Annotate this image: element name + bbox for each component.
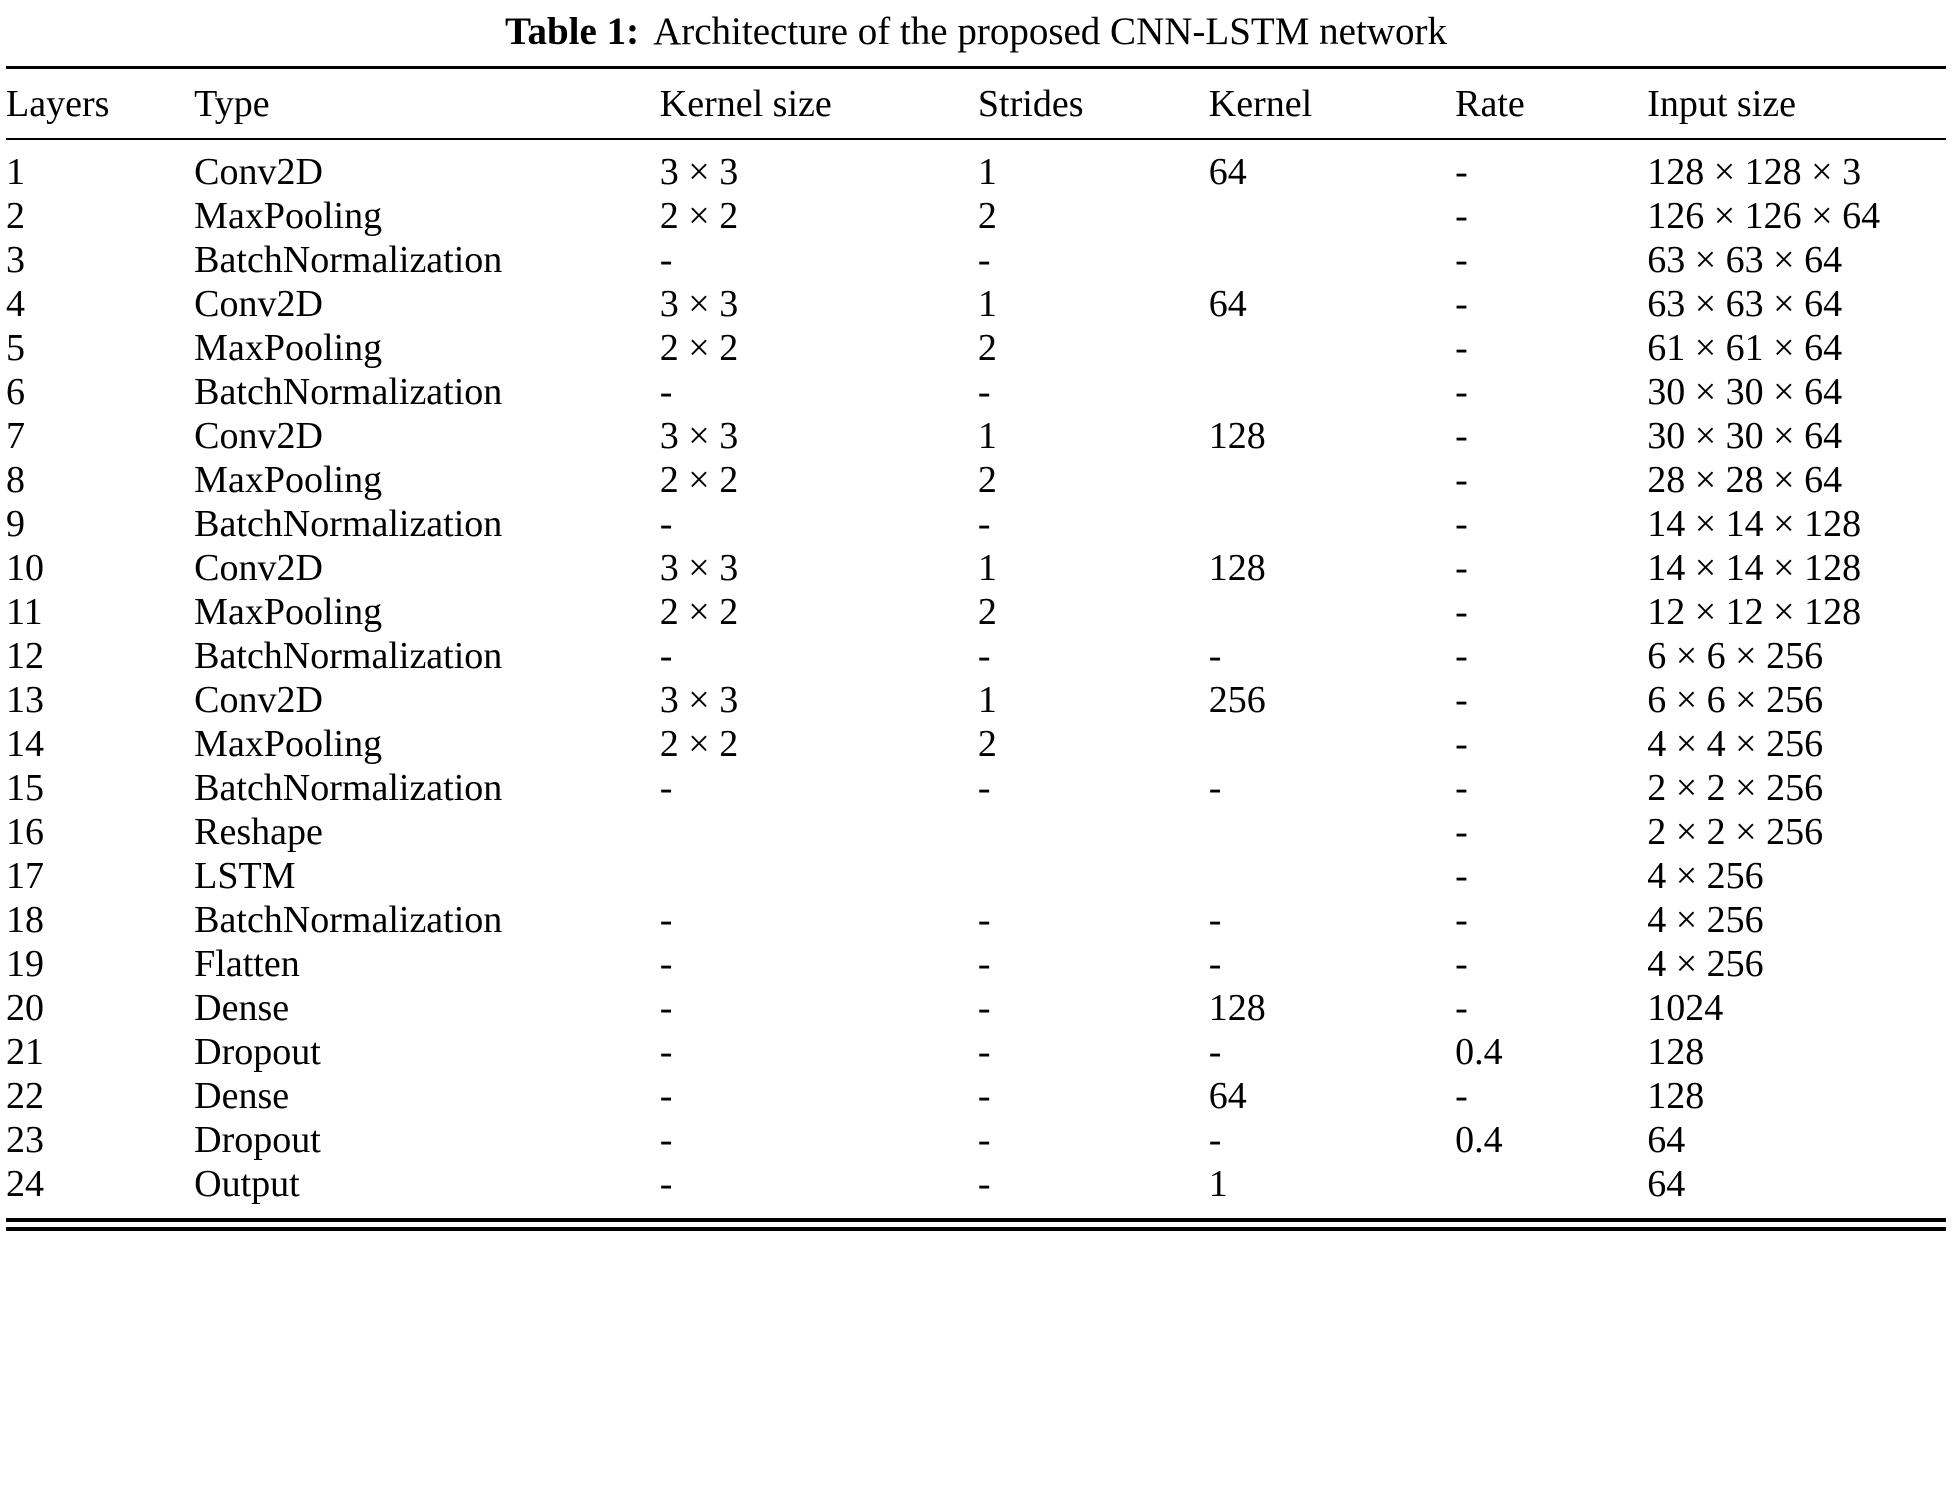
- table-cell: 23: [6, 1119, 44, 1161]
- table-cell: -: [1455, 855, 1468, 897]
- table-cell: -: [1455, 283, 1468, 325]
- column-header-rate: Rate: [1455, 83, 1525, 125]
- table-cell: 1: [977, 415, 997, 457]
- table-row: [6, 282, 1946, 326]
- table-cell: [1209, 326, 1455, 370]
- table-cell: 14 × 14 × 128: [1647, 503, 1862, 545]
- table-cell: Dropout: [194, 1119, 321, 1161]
- table-cell: 8: [6, 459, 25, 501]
- table-row: [6, 1118, 1946, 1162]
- table-cell: BatchNormalization: [194, 503, 503, 545]
- table-row: [6, 370, 1946, 414]
- table-header-row: [6, 68, 1946, 140]
- table-cell: 24: [6, 1163, 44, 1205]
- table-cell: -: [1455, 239, 1468, 281]
- table-cell: 128: [1208, 415, 1266, 457]
- table-row: [6, 634, 1946, 678]
- table-cell: 14 × 14 × 128: [1647, 547, 1862, 589]
- table-cell: 128: [1647, 1075, 1705, 1117]
- table-cell: 9: [6, 503, 25, 545]
- table-caption: [6, 6, 1946, 66]
- table-cell: 1: [977, 283, 997, 325]
- table-row: [6, 678, 1946, 722]
- table-cell: [978, 810, 1209, 854]
- table-cell: 0.4: [1455, 1119, 1503, 1161]
- table-cell: MaxPooling: [194, 723, 383, 765]
- table-cell: 0.4: [1455, 1031, 1503, 1073]
- table-cell: 4 × 4 × 256: [1647, 723, 1824, 765]
- table-cell: 1: [1208, 1163, 1228, 1205]
- table-cell: BatchNormalization: [194, 239, 503, 281]
- table-cell: -: [977, 1075, 991, 1117]
- table-cell: 6 × 6 × 256: [1647, 679, 1824, 721]
- table-cell: MaxPooling: [194, 327, 383, 369]
- table-row: [6, 722, 1946, 766]
- column-header-input-size: Input size: [1647, 83, 1796, 125]
- table-cell: BatchNormalization: [194, 371, 503, 413]
- table-cell: -: [659, 899, 673, 941]
- table-cell: -: [659, 987, 673, 1029]
- table-cell: -: [1208, 1119, 1222, 1161]
- table-cell: 2 × 2: [659, 591, 739, 633]
- table-cell: -: [1208, 635, 1222, 677]
- table-cell: Flatten: [194, 943, 300, 985]
- table-cell: 6 × 6 × 256: [1647, 635, 1824, 677]
- table-cell: Dropout: [194, 1031, 321, 1073]
- table-cell: -: [659, 1031, 673, 1073]
- table-cell: 256: [1208, 679, 1266, 721]
- table-cell: 2: [977, 327, 997, 369]
- table-cell: 128: [1647, 1031, 1705, 1073]
- table-cell: -: [977, 899, 991, 941]
- table-cell: -: [1455, 151, 1468, 193]
- table-cell: 4: [6, 283, 25, 325]
- table-row: [6, 546, 1946, 590]
- table-cell: 128 × 128 × 3: [1647, 151, 1862, 193]
- table-cell: [1209, 458, 1455, 502]
- table-cell: -: [977, 1163, 991, 1205]
- table-cell: 64: [1647, 1119, 1686, 1161]
- table-cell: 5: [6, 327, 25, 369]
- table-row: [6, 1074, 1946, 1118]
- table-body: [6, 139, 1946, 1225]
- table-cell: Reshape: [194, 811, 323, 853]
- table-cell: 22: [6, 1075, 44, 1117]
- table-cell: [1209, 194, 1455, 238]
- table-cell: -: [977, 503, 991, 545]
- table-cell: [660, 854, 978, 898]
- table-cell: -: [659, 1075, 673, 1117]
- table-cell: 28 × 28 × 64: [1647, 459, 1843, 501]
- table-cell: -: [1455, 987, 1468, 1029]
- table-row: [6, 326, 1946, 370]
- table-cell: -: [977, 371, 991, 413]
- table-cell: [1209, 722, 1455, 766]
- table-row: [6, 810, 1946, 854]
- table-cell: -: [659, 1163, 673, 1205]
- architecture-table: [6, 66, 1946, 1231]
- table-cell: 4 × 256: [1647, 855, 1764, 897]
- table-cell: [978, 854, 1209, 898]
- table-cell: 14: [6, 723, 44, 765]
- table-cell: -: [977, 239, 991, 281]
- table-cell: Dense: [194, 987, 290, 1029]
- table-cell: MaxPooling: [194, 459, 383, 501]
- table-cell: -: [1455, 635, 1468, 677]
- table-cell: 30 × 30 × 64: [1647, 415, 1843, 457]
- table-row: [6, 766, 1946, 810]
- table-cell: -: [659, 371, 673, 413]
- table-cell: -: [1455, 415, 1468, 457]
- table-cell: 2: [977, 591, 997, 633]
- table-cell: BatchNormalization: [194, 635, 503, 677]
- table-cell: -: [1455, 1075, 1468, 1117]
- table-cell: 2: [977, 195, 997, 237]
- table-cell: 1: [977, 679, 997, 721]
- table-cell: 17: [6, 855, 44, 897]
- table-cell: -: [1455, 899, 1468, 941]
- table-cell: 64: [1647, 1163, 1686, 1205]
- table-cell: 2 × 2 × 256: [1647, 811, 1824, 853]
- table-cell: [1209, 502, 1455, 546]
- table-cell: -: [1455, 459, 1468, 501]
- table-cell: -: [1455, 503, 1468, 545]
- table-cell: 2 × 2: [659, 327, 739, 369]
- table-cell: 2: [6, 195, 25, 237]
- table-row: [6, 1162, 1946, 1225]
- table-cell: -: [1455, 679, 1468, 721]
- table-cell: 18: [6, 899, 44, 941]
- table-cell: Conv2D: [194, 415, 323, 457]
- table-cell: -: [1455, 943, 1468, 985]
- table-cell: 1: [6, 151, 25, 193]
- table-cell: 12: [6, 635, 44, 677]
- table-cell: -: [977, 635, 991, 677]
- table-cell: -: [659, 239, 673, 281]
- table-cell: -: [977, 943, 991, 985]
- table-row: [6, 986, 1946, 1030]
- table-cell: 3 × 3: [659, 415, 739, 457]
- table-cell: -: [1455, 767, 1468, 809]
- table-cell: 21: [6, 1031, 44, 1073]
- table-cell: -: [977, 767, 991, 809]
- table-cell: -: [977, 1119, 991, 1161]
- table-cell: 2: [977, 723, 997, 765]
- table-cell: -: [977, 1031, 991, 1073]
- column-header-kernel-size: Kernel size: [659, 83, 832, 125]
- table-row: [6, 458, 1946, 502]
- table-cell: 13: [6, 679, 44, 721]
- table-cell: -: [1208, 1031, 1222, 1073]
- table-row: [6, 898, 1946, 942]
- table-cell: -: [659, 767, 673, 809]
- table-cell: 128: [1208, 987, 1266, 1029]
- table-row: [6, 502, 1946, 546]
- table-cell: Conv2D: [194, 151, 323, 193]
- table-cell: -: [659, 943, 673, 985]
- table-cell: 64: [1208, 1075, 1247, 1117]
- table-cell: 61 × 61 × 64: [1647, 327, 1843, 369]
- table-cell: 128: [1208, 547, 1266, 589]
- table-cell: Dense: [194, 1075, 290, 1117]
- table-row: [6, 139, 1946, 194]
- column-header-kernel: Kernel: [1208, 83, 1313, 125]
- table-row: [6, 1030, 1946, 1074]
- table-cell: 12 × 12 × 128: [1647, 591, 1862, 633]
- table-row: [6, 238, 1946, 282]
- table-cell: 1: [977, 151, 997, 193]
- table-cell: -: [1208, 899, 1222, 941]
- table-cell: -: [659, 635, 673, 677]
- table-cell: 3 × 3: [659, 283, 739, 325]
- table-caption-label: Table 1:: [505, 10, 640, 53]
- table-cell: [1209, 810, 1455, 854]
- table-cell: 1024: [1647, 987, 1724, 1029]
- table-cell: 16: [6, 811, 44, 853]
- table-cell: -: [1455, 195, 1468, 237]
- table-cell: 126 × 126 × 64: [1647, 195, 1881, 237]
- table-cell: [1209, 238, 1455, 282]
- table-cell: -: [1208, 767, 1222, 809]
- table-cell: 63 × 63 × 64: [1647, 283, 1843, 325]
- table-cell: [1209, 854, 1455, 898]
- column-header-layers: Layers: [6, 83, 110, 125]
- column-header-strides: Strides: [977, 83, 1084, 125]
- table-cell: 10: [6, 547, 44, 589]
- table-cell: -: [1455, 327, 1468, 369]
- table-cell: 3 × 3: [659, 547, 739, 589]
- table-cell: Conv2D: [194, 283, 323, 325]
- table-cell: -: [659, 1119, 673, 1161]
- table-cell: BatchNormalization: [194, 899, 503, 941]
- table-cell: 63 × 63 × 64: [1647, 239, 1843, 281]
- table-cell: 2 × 2: [659, 459, 739, 501]
- table-cell: 3 × 3: [659, 151, 739, 193]
- table-row: [6, 194, 1946, 238]
- table-cell: 30 × 30 × 64: [1647, 371, 1843, 413]
- table-cell: 3 × 3: [659, 679, 739, 721]
- table-cell: LSTM: [194, 855, 296, 897]
- table-cell: -: [1455, 547, 1468, 589]
- table-cell: -: [1455, 591, 1468, 633]
- table-caption-text: Architecture of the proposed CNN-LSTM network: [653, 10, 1447, 53]
- table-cell: [1455, 1162, 1647, 1225]
- table-cell: [1209, 590, 1455, 634]
- table-cell: MaxPooling: [194, 195, 383, 237]
- table-cell: 4 × 256: [1647, 943, 1764, 985]
- table-cell: 6: [6, 371, 25, 413]
- table-cell: 4 × 256: [1647, 899, 1764, 941]
- table-cell: 2 × 2: [659, 195, 739, 237]
- table-cell: 64: [1208, 151, 1247, 193]
- table-cell: BatchNormalization: [194, 767, 503, 809]
- table-cell: Conv2D: [194, 679, 323, 721]
- table-cell: [660, 810, 978, 854]
- table-cell: 2 × 2 × 256: [1647, 767, 1824, 809]
- table-cell: MaxPooling: [194, 591, 383, 633]
- table-cell: Output: [194, 1163, 300, 1205]
- table-cell: 64: [1208, 283, 1247, 325]
- table-cell: -: [659, 503, 673, 545]
- table-cell: 1: [977, 547, 997, 589]
- table-row: [6, 414, 1946, 458]
- table-cell: 11: [6, 591, 43, 633]
- table-cell: -: [977, 987, 991, 1029]
- table-cell: [1209, 370, 1455, 414]
- table-cell: -: [1455, 371, 1468, 413]
- table-cell: -: [1208, 943, 1222, 985]
- table-cell: 20: [6, 987, 44, 1029]
- table-cell: 19: [6, 943, 44, 985]
- table-cell: 3: [6, 239, 25, 281]
- table-cell: -: [1455, 723, 1468, 765]
- table-row: [6, 942, 1946, 986]
- table-cell: -: [1455, 811, 1468, 853]
- table-row: [6, 854, 1946, 898]
- column-header-type: Type: [194, 83, 270, 125]
- table-cell: 15: [6, 767, 44, 809]
- table-cell: Conv2D: [194, 547, 323, 589]
- table-cell: 2 × 2: [659, 723, 739, 765]
- table-cell: 7: [6, 415, 25, 457]
- table-row: [6, 590, 1946, 634]
- table-cell: 2: [977, 459, 997, 501]
